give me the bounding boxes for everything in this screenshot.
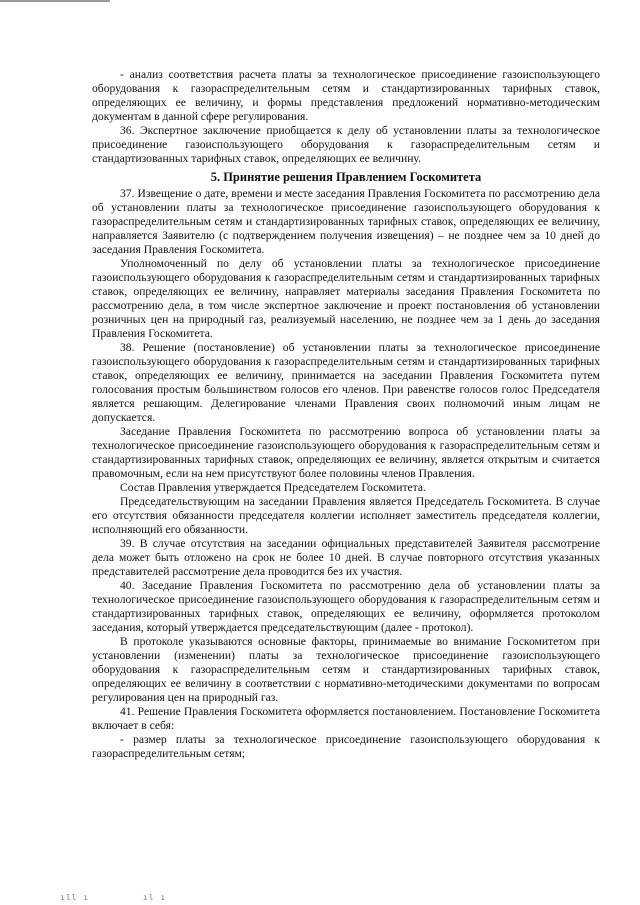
paragraph-41: 41. Решение Правления Госкомитета оформляется постановлением. Постановление Госкомитета включает в себя: bbox=[92, 705, 600, 732]
paragraph-composition: Состав Правления утверждается Председателем Госкомитета. bbox=[120, 481, 426, 494]
paragraph-protocol: В протоколе указываются основные факторы, принимаемые во внимание Госкомитетом при установлении (изменении) платы за технологическое присоединение газоиспользующего оборудования к газораспределительным сетям и стандартизированных тарифных ставок, определяющих ее величину в соответствии с нормативно-методическими документами по вопросам регулирования цен на природный газ. bbox=[92, 635, 600, 704]
footer-scan-marks bbox=[60, 893, 214, 902]
scan-edge-line bbox=[0, 0, 110, 2]
document-page bbox=[92, 68, 600, 761]
footer-mark-right: ıl ı bbox=[142, 893, 167, 902]
section-title: 5. Принятие решения Правлением Госкомитета bbox=[210, 170, 482, 184]
paragraph-36: 36. Экспертное заключение приобщается к делу об установлении платы за технологическое присоединение газоиспользующего оборудования к газораспределительным сетям и стандартизованных тарифных ставок, определяющих ее величину. bbox=[92, 124, 600, 165]
paragraph-39: 39. В случае отсутствия на заседании официальных представителей Заявителя рассмотрение дела может быть отложено на срок не более 10 дней. В случае повторного отсутствия указанных представителей рассмотрение дела проводится без их участия. bbox=[92, 537, 600, 578]
paragraph-38: 38. Решение (постановление) об установлении платы за технологическое присоединение газоиспользующего оборудования к газораспределительным сетям и стандартизированных тарифных ставок, определяющих ее величину, принимается на заседании Правления Госкомитета путем голосования простым большинством голосов его членов. При равенстве голосов голос Председателя является решающим. Делегирование членами Правления своих полномочий иным лицам не допускается. bbox=[92, 341, 600, 424]
paragraph-analysis: - анализ соответствия расчета платы за технологическое присоединение газоиспользующего оборудования к газораспределительным сетям и стандартизированных тарифных ставок, определяющих ее величину, и формы представления предложений нормативно-методическим документам в данной сфере регулирования. bbox=[92, 68, 600, 123]
paragraph-37: 37. Извещение о дате, времени и месте заседания Правления Госкомитета по рассмотрению дела об установлении платы за технологическое присоединение газоиспользующего оборудования к газораспределительным сетям и стандартизированных тарифных ставок, определяющих ее величину, направляется Заявителю (с подтверждением получения извещения) – не позднее чем за 10 дней до заседания Правления Госкомитета. bbox=[92, 187, 600, 256]
paragraph-chairman: Председательствующим на заседании Правления является Председатель Госкомитета. В случае его отсутствия обязанности председателя коллегии исполняет заместитель председателя коллегии, исполняющий его обязанности. bbox=[92, 495, 600, 536]
footer-mark-left: ıll ı bbox=[60, 893, 90, 902]
paragraph-40: 40. Заседание Правления Госкомитета по рассмотрению дела об установлении платы за технологическое присоединение газоиспользующего оборудования к газораспределительным сетям и стандартизированных тарифных ставок, определяющих ее величину, оформляется протоколом заседания, который утверждается председательствующим (далее - протокол). bbox=[92, 579, 600, 634]
paragraph-authorized: Уполномоченный по делу об установлении платы за технологическое присоединение газоиспользующего оборудования к газораспределительным сетям и стандартизированных тарифных ставок, определяющих ее величину, направляет материалы заседания Правления Госкомитета по рассмотрению дела, в том числе экспертное заключение и проект постановления об установлении розничных цен на природный газ, реализуемый населению, не позднее чем за 1 день до заседания Правления Госкомитета. bbox=[92, 257, 600, 340]
paragraph-fee-size: - размер платы за технологическое присоединение газоиспользующего оборудования к газораспределительным сетям; bbox=[92, 733, 600, 760]
paragraph-meeting: Заседание Правления Госкомитета по рассмотрению вопроса об установлении платы за технологическое присоединение газоиспользующего оборудования к газораспределительным сетям и стандартизированных тарифных ставок, определяющих ее величину, является открытым и считается правомочным, если на нем присутствуют более половины членов Правления. bbox=[92, 425, 600, 480]
